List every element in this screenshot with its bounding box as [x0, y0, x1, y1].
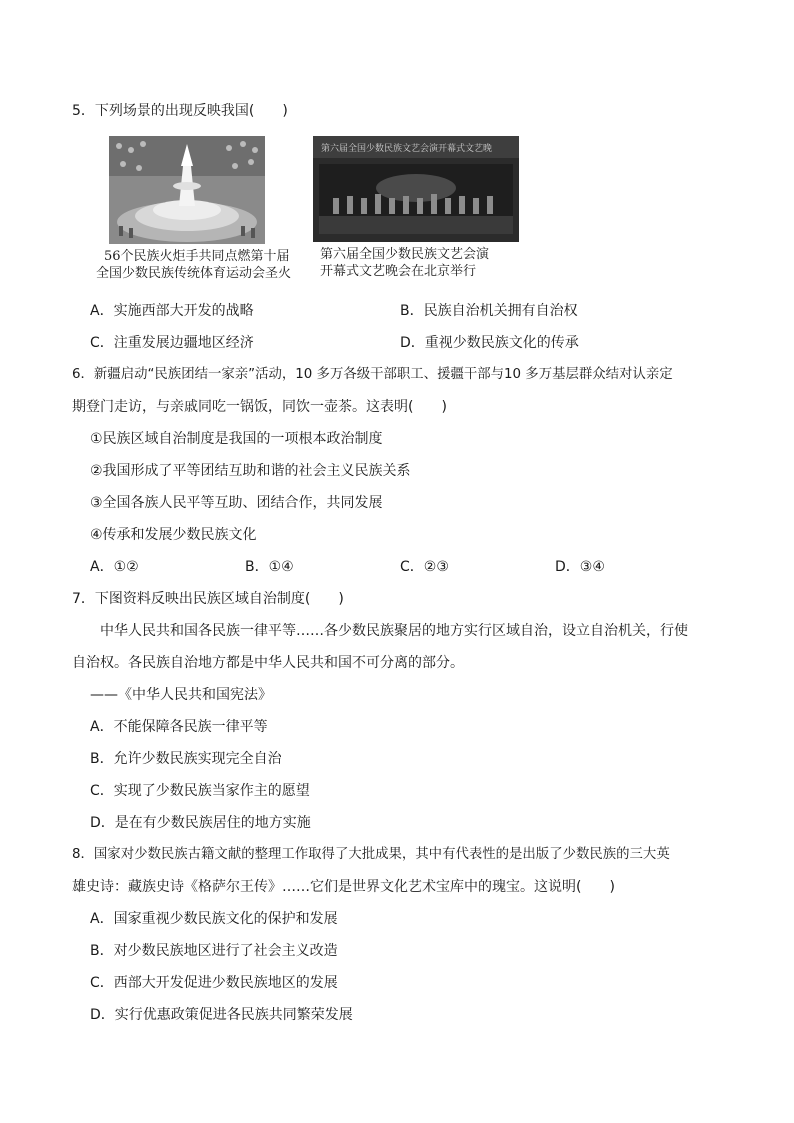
q6-statement-2: ②我国形成了平等团结互助和谐的社会主义民族关系	[90, 463, 411, 479]
q5-option-c: C．注重发展边疆地区经济	[90, 335, 254, 351]
torch-lighting-photo	[109, 136, 265, 244]
photo2-caption-line2: 开幕式文艺晚会在北京举行	[320, 264, 477, 279]
q7-stem: 7．下图资料反映出民族区域自治制度( )	[72, 591, 344, 607]
q6-option-c: C．②③	[400, 559, 449, 575]
q8-stem-line2: 雄史诗：藏族史诗《格萨尔王传》……它们是世界文化艺术宝库中的瑰宝。这说明( )	[72, 879, 615, 895]
q7-option-c: C．实现了少数民族当家作主的愿望	[90, 783, 310, 799]
performance-banner-text: 第六届全国少数民族文艺会演开幕式文艺晚	[321, 144, 493, 154]
q7-quote-line2: 自治权。各民族自治地方都是中华人民共和国不可分离的部分。	[72, 655, 464, 671]
q6-option-b: B．①④	[245, 559, 294, 575]
q6-option-d: D．③④	[555, 559, 605, 575]
q8-option-a: A．国家重视少数民族文化的保护和发展	[90, 911, 338, 927]
photo1-caption-line1: 56个民族火炬手共同点燃第十届	[104, 249, 290, 264]
photo2-caption-line1: 第六届全国少数民族文艺会演	[320, 247, 490, 262]
q8-option-b: B．对少数民族地区进行了社会主义改造	[90, 943, 338, 959]
q5-option-d: D．重视少数民族文化的传承	[400, 335, 579, 351]
q7-option-d: D．是在有少数民族居住的地方实施	[90, 815, 311, 831]
q7-quote-source: ——《中华人民共和国宪法》	[90, 687, 272, 703]
art-performance-photo	[313, 136, 519, 242]
q5-option-b: B．民族自治机关拥有自治权	[400, 303, 578, 319]
q6-statement-3: ③全国各族人民平等互助、团结合作，共同发展	[90, 495, 383, 511]
q6-option-a: A．①②	[90, 559, 139, 575]
q8-option-d: D．实行优惠政策促进各民族共同繁荣发展	[90, 1007, 353, 1023]
photo1-caption-line2: 全国少数民族传统体育运动会圣火	[96, 266, 292, 281]
q6-stem-line2: 期登门走访，与亲戚同吃一锅饭，同饮一壶茶。这表明( )	[72, 399, 447, 415]
q6-statement-4: ④传承和发展少数民族文化	[90, 527, 257, 543]
q7-option-b: B．允许少数民族实现完全自治	[90, 751, 282, 767]
q8-stem-line1: 8．国家对少数民族古籍文献的整理工作取得了大批成果，其中有代表性的是出版了少数民族的三大英	[72, 847, 670, 862]
q7-quote-line1: 中华人民共和国各民族一律平等……各少数民族聚居的地方实行区域自治，设立自治机关，行使	[100, 623, 688, 639]
q6-stem-line1: 6．新疆启动“民族团结一家亲”活动，10 多万各级干部职工、援疆干部与10 多万基层群众结对认亲定	[72, 367, 673, 382]
q8-option-c: C．西部大开发促进少数民族地区的发展	[90, 975, 338, 991]
q6-statement-1: ①民族区域自治制度是我国的一项根本政治制度	[90, 431, 383, 447]
q5-option-a: A．实施西部大开发的战略	[90, 303, 254, 319]
q7-option-a: A．不能保障各民族一律平等	[90, 719, 268, 735]
q5-stem: 5．下列场景的出现反映我国( )	[72, 103, 288, 119]
